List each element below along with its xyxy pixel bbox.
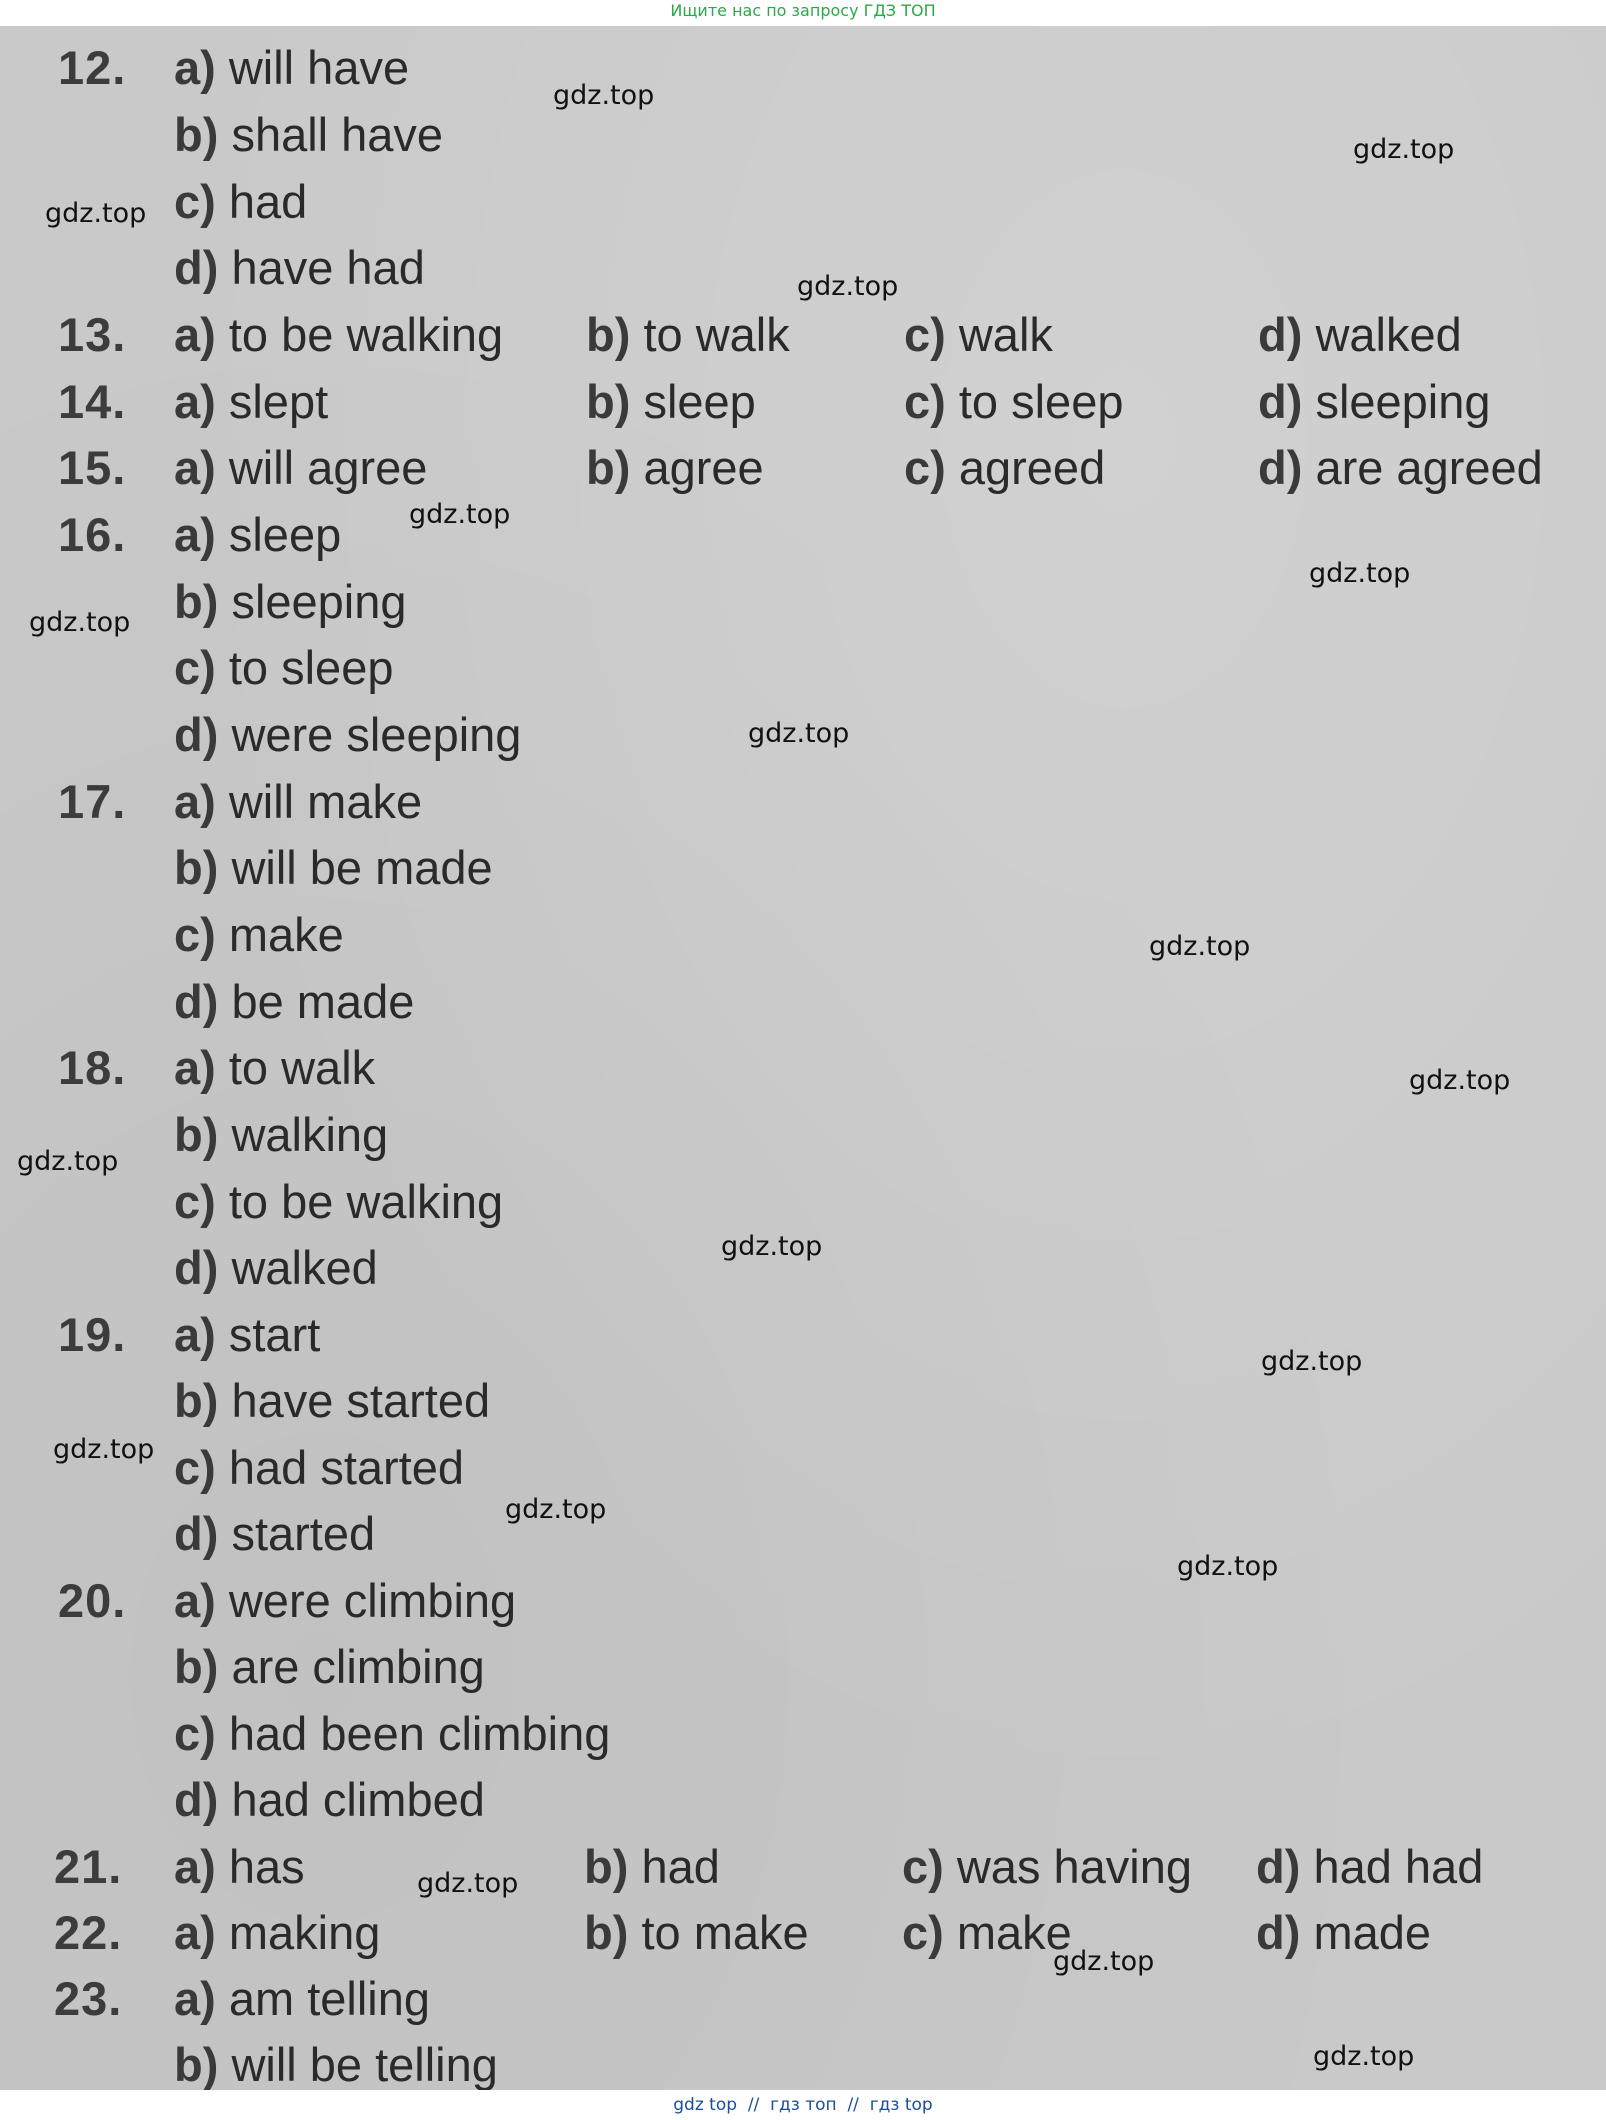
question-number: 18.: [58, 1041, 127, 1094]
option-text: am telling: [228, 1972, 431, 2025]
watermark-text: gdz.top: [417, 1868, 519, 1899]
option-letter: a): [174, 775, 216, 828]
watermark-text: gdz.top: [1053, 1946, 1155, 1977]
watermark-text: gdz.top: [1309, 558, 1411, 589]
footer-links[interactable]: [0, 2090, 1606, 2120]
option-letter: d): [174, 1241, 219, 1294]
search-banner[interactable]: [0, 0, 1606, 26]
option-letter: d): [1258, 375, 1303, 428]
option-text: walking: [231, 1108, 389, 1161]
option-letter: c): [174, 1441, 216, 1494]
option-text: be made: [231, 975, 415, 1028]
option-letter: d): [1256, 1906, 1301, 1959]
option-text: making: [228, 1906, 381, 1959]
option-letter: c): [902, 1840, 944, 1893]
question-number: 14.: [58, 375, 127, 428]
option-text: start: [228, 1308, 321, 1361]
option-text: will have: [228, 41, 410, 94]
option-row: [174, 440, 1594, 500]
watermark-text: gdz.top: [17, 1146, 119, 1177]
option-text: agree: [643, 441, 764, 494]
question-number: 16.: [58, 508, 127, 561]
scanned-page: [0, 26, 1606, 2090]
option-letter: a): [174, 41, 216, 94]
option-text: had: [641, 1840, 720, 1893]
option-text: agreed: [958, 441, 1106, 494]
question-number: 20.: [58, 1574, 127, 1627]
option-text: to be walking: [228, 1175, 504, 1228]
option-letter: c): [174, 1707, 216, 1760]
option-letter: d): [174, 1507, 219, 1560]
option-text: to walk: [643, 308, 790, 361]
watermark-text: gdz.top: [748, 718, 850, 749]
option-text: started: [231, 1507, 376, 1560]
option-text: made: [1313, 1906, 1432, 1959]
search-banner-text: Ищите нас по запросу ГДЗ ТОП: [670, 1, 936, 20]
option-row: [174, 307, 1594, 367]
watermark-text: gdz.top: [45, 198, 147, 229]
option-row: [174, 1905, 1594, 1965]
option-letter: b): [174, 575, 219, 628]
watermark-text: gdz.top: [1177, 1551, 1279, 1582]
option-text: were climbing: [228, 1574, 517, 1627]
option-text: will be made: [231, 841, 493, 894]
option-letter: d): [174, 241, 219, 294]
option-letter: a): [174, 1972, 216, 2025]
watermark-text: gdz.top: [1409, 1065, 1511, 1096]
option-text: to be walking: [228, 308, 504, 361]
option-text: walk: [958, 308, 1053, 361]
watermark-text: gdz.top: [505, 1494, 607, 1525]
option-letter: d): [174, 1773, 219, 1826]
watermark-text: gdz.top: [721, 1231, 823, 1262]
option-letter: c): [174, 1175, 216, 1228]
watermark-text: gdz.top: [1149, 931, 1251, 962]
option-letter: a): [174, 375, 216, 428]
option-text: make: [228, 908, 344, 961]
watermark-text: gdz.top: [1261, 1346, 1363, 1377]
option-letter: b): [174, 841, 219, 894]
option-letter: a): [174, 441, 216, 494]
option-letter: c): [174, 175, 216, 228]
option-text: sleeping: [1315, 375, 1491, 428]
watermark-text: gdz.top: [553, 80, 655, 111]
option-letter: c): [174, 641, 216, 694]
option-text: had started: [228, 1441, 465, 1494]
option-text: had had: [1313, 1840, 1484, 1893]
option-letter: a): [174, 1308, 216, 1361]
option-letter: b): [586, 441, 631, 494]
option-text: to sleep: [958, 375, 1124, 428]
footer-links-text[interactable]: gdz top // гдз топ // гдз top: [673, 2095, 933, 2115]
option-letter: b): [174, 1640, 219, 1693]
option-text: have had: [231, 241, 425, 294]
question-number: 22.: [54, 1906, 123, 1959]
option-letter: d): [174, 975, 219, 1028]
option-text: sleep: [228, 508, 342, 561]
option-text: was having: [956, 1840, 1192, 1893]
watermark-text: gdz.top: [53, 1434, 155, 1465]
option-text: walked: [231, 1241, 378, 1294]
question-number: 12.: [58, 41, 127, 94]
option-letter: a): [174, 508, 216, 561]
watermark-text: gdz.top: [1353, 134, 1455, 165]
option-letter: b): [174, 1374, 219, 1427]
option-text: slept: [228, 375, 329, 428]
question-number: 17.: [58, 775, 127, 828]
question-number: 23.: [54, 1972, 123, 2025]
watermark-text: gdz.top: [1313, 2041, 1415, 2072]
option-text: are climbing: [231, 1640, 485, 1693]
option-text: walked: [1315, 308, 1462, 361]
option-text: had: [228, 175, 308, 228]
option-text: sleep: [643, 375, 756, 428]
question-number: 13.: [58, 308, 127, 361]
option-text: had been climbing: [228, 1707, 611, 1760]
option-letter: b): [586, 308, 631, 361]
option-text: had climbed: [231, 1773, 485, 1826]
option-letter: a): [174, 1041, 216, 1094]
question-number: 15.: [58, 441, 127, 494]
option-text: will agree: [228, 441, 428, 494]
option-text: to make: [641, 1906, 809, 1959]
option-letter: c): [174, 908, 216, 961]
option-text: are agreed: [1315, 441, 1543, 494]
option-letter: c): [902, 1906, 944, 1959]
option-letter: a): [174, 1906, 216, 1959]
option-letter: d): [1258, 441, 1303, 494]
option-letter: b): [174, 1108, 219, 1161]
watermark-text: gdz.top: [797, 271, 899, 302]
option-letter: b): [174, 2038, 219, 2090]
option-text: sleeping: [231, 575, 407, 628]
option-text: to sleep: [228, 641, 394, 694]
option-text: to walk: [228, 1041, 376, 1094]
option-letter: a): [174, 1840, 216, 1893]
option-text: make: [956, 1906, 1072, 1959]
option-text: will make: [228, 775, 423, 828]
option-letter: d): [1256, 1840, 1301, 1893]
option-letter: a): [174, 308, 216, 361]
option-letter: b): [584, 1840, 629, 1893]
option-letter: c): [904, 308, 946, 361]
option-row: [174, 374, 1594, 434]
watermark-text: gdz.top: [409, 499, 511, 530]
option-letter: c): [904, 441, 946, 494]
option-letter: b): [584, 1906, 629, 1959]
option-letter: c): [904, 375, 946, 428]
option-letter: d): [1258, 308, 1303, 361]
question-number: 21.: [54, 1840, 123, 1893]
question-number: 19.: [58, 1308, 127, 1361]
option-row: [174, 1839, 1594, 1899]
option-text: shall have: [231, 108, 444, 161]
watermark-text: gdz.top: [29, 607, 131, 638]
option-letter: a): [174, 1574, 216, 1627]
option-letter: d): [174, 708, 219, 761]
option-text: will be telling: [231, 2038, 498, 2090]
option-text: has: [228, 1840, 305, 1893]
option-text: were sleeping: [231, 708, 522, 761]
option-letter: b): [174, 108, 219, 161]
option-letter: b): [586, 375, 631, 428]
option-text: have started: [231, 1374, 491, 1427]
